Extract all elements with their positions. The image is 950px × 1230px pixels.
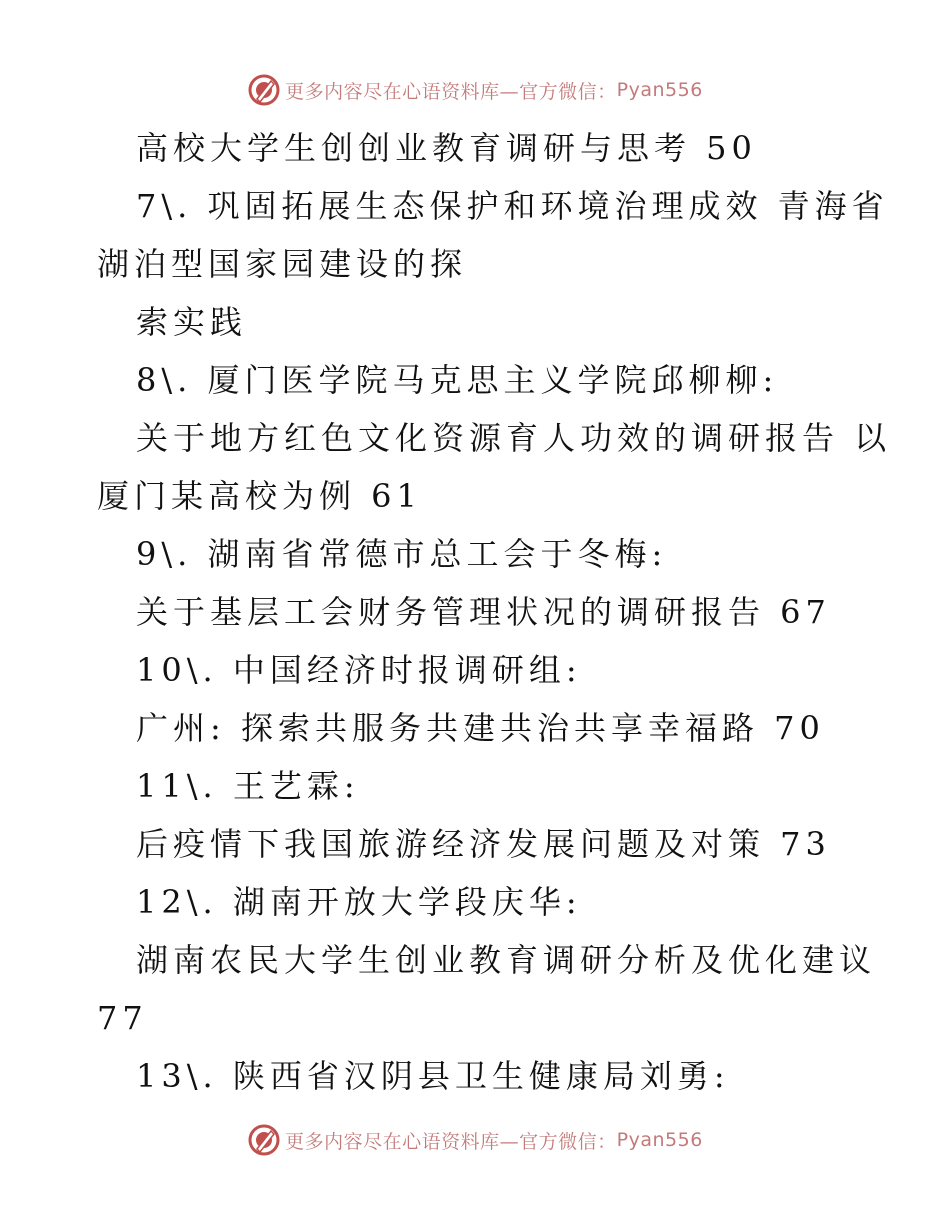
header-watermark — [0, 70, 950, 110]
footer-watermark — [0, 1120, 950, 1160]
toc-line: 9\. 湖南省常德市总工会于冬梅: — [136, 535, 668, 573]
toc-line: 湖南农民大学生创业教育调研分析及优化建议 — [136, 941, 877, 979]
toc-line: 后疫情下我国旅游经济发展问题及对策 73 — [136, 825, 831, 863]
toc-line: 10\. 中国经济时报调研组: — [136, 651, 582, 689]
toc-line: 厦门某高校为例 61 — [97, 477, 422, 515]
pen-circle-logo-icon — [247, 1123, 281, 1157]
toc-line: 8\. 厦门医学院马克思主义学院邱柳柳: — [136, 361, 779, 399]
toc-line: 关于基层工会财务管理状况的调研报告 67 — [136, 593, 831, 631]
toc-line: 高校大学生创创业教育调研与思考 50 — [136, 129, 757, 167]
watermark-text: 更多内容尽在心语资料库—官方微信： — [285, 1130, 617, 1153]
watermark-handle: Pyan556 — [616, 1129, 703, 1151]
toc-line: 广州: 探索共服务共建共治共享幸福路 70 — [136, 709, 825, 747]
pen-circle-logo-icon — [247, 73, 281, 107]
toc-line: 77 — [97, 999, 148, 1037]
toc-line: 12\. 湖南开放大学段庆华: — [136, 883, 582, 921]
toc-line: 7\. 巩固拓展生态保护和环境治理成效 青海省 — [136, 187, 889, 225]
toc-line: 湖泊型国家园建设的探 — [97, 245, 468, 283]
toc-line: 关于地方红色文化资源育人功效的调研报告 以 — [136, 419, 892, 457]
watermark-text: 更多内容尽在心语资料库—官方微信： — [285, 80, 617, 103]
toc-line: 索实践 — [136, 303, 248, 341]
toc-line: 11\. 王艺霖: — [136, 767, 360, 805]
toc-line: 13\. 陕西省汉阴县卫生健康局刘勇: — [136, 1057, 730, 1095]
watermark-handle: Pyan556 — [616, 79, 703, 101]
